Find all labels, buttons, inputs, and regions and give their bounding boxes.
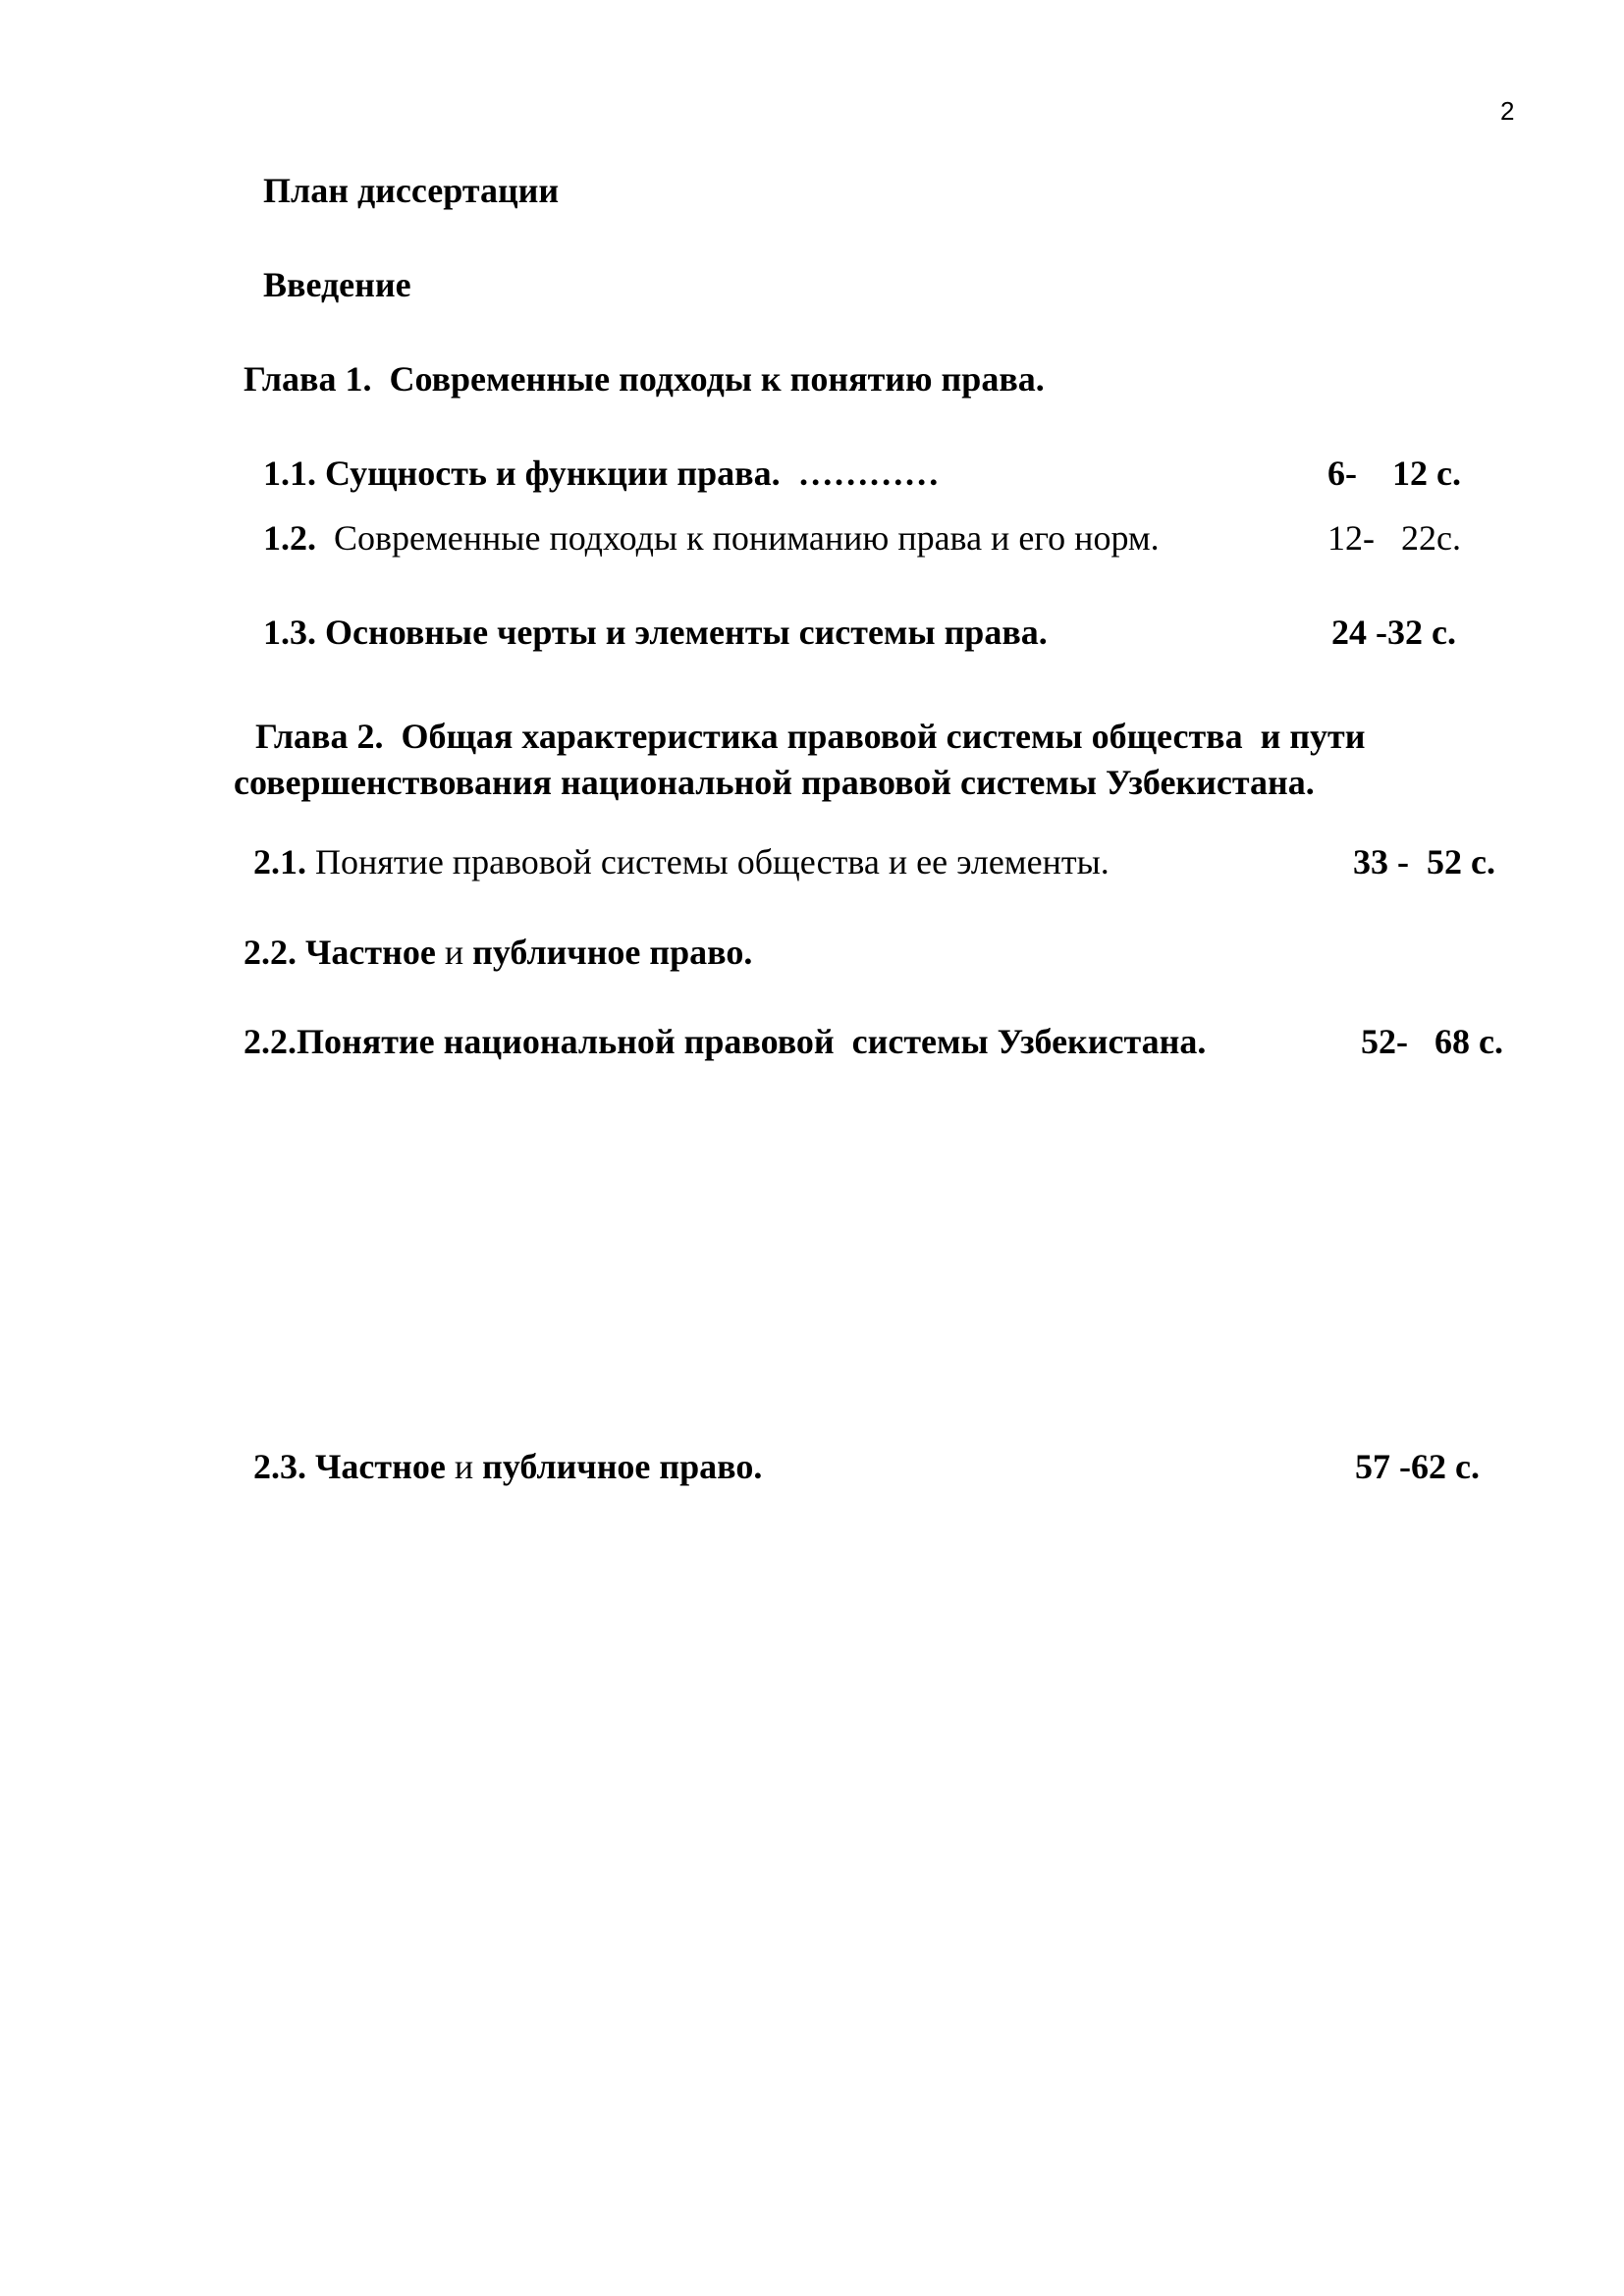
section-2-3-pages: 57 -62 с. bbox=[1355, 1447, 1480, 1486]
section-1-2-pages: 12- 22с. bbox=[1327, 518, 1461, 558]
section-2-1-pages: 33 - 52 с. bbox=[1353, 842, 1495, 881]
chapter-1-heading: Глава 1. Современные подходы к понятию права. bbox=[244, 359, 1045, 399]
section-title-part-2: публичное право. bbox=[472, 933, 753, 972]
section-title-part-2: публичное право. bbox=[482, 1447, 763, 1486]
section-number: 2.2. bbox=[244, 933, 297, 972]
section-title: Понятие правовой системы общества и ее элементы. bbox=[306, 842, 1110, 881]
section-number: 1.3. bbox=[263, 613, 316, 652]
document-title: План диссертации bbox=[263, 171, 560, 210]
section-2-1 bbox=[253, 844, 1110, 880]
section-1-1-pages: 6- 12 с. bbox=[1327, 454, 1461, 493]
section-title: Сущность и функции права. ………… bbox=[316, 454, 940, 493]
section-title: Понятие национальной правовой системы Узбекистана. bbox=[297, 1022, 1207, 1061]
section-title: Основные черты и элементы системы права. bbox=[316, 613, 1048, 652]
section-title: Современные подходы к пониманию права и его норм. bbox=[316, 518, 1160, 558]
section-number: 2.3. bbox=[253, 1447, 306, 1486]
section-number: 2.2. bbox=[244, 1022, 297, 1061]
section-2-2-pages: 52- 68 с. bbox=[1361, 1022, 1503, 1061]
section-number: 2.1. bbox=[253, 842, 306, 881]
page-number: 2 bbox=[1500, 96, 1515, 126]
section-2-2-national-system bbox=[244, 1024, 1206, 1059]
section-1-1 bbox=[263, 455, 940, 491]
section-title-part-1: Частное bbox=[306, 1447, 446, 1486]
section-title-conjunction: и bbox=[445, 1447, 483, 1486]
section-1-3 bbox=[263, 614, 1048, 650]
introduction-heading: Введение bbox=[263, 265, 411, 304]
section-title-conjunction: и bbox=[435, 933, 473, 972]
section-1-2 bbox=[263, 520, 1160, 556]
section-2-3 bbox=[253, 1449, 762, 1484]
section-number: 1.1. bbox=[263, 454, 316, 493]
chapter-2-heading-line-2: совершенствования национальной правовой системы Узбекистана. bbox=[234, 763, 1315, 802]
section-number: 1.2. bbox=[263, 518, 316, 558]
chapter-2-heading-line-1: Глава 2. Общая характеристика правовой системы общества и пути bbox=[255, 717, 1366, 756]
section-2-2-private-public bbox=[244, 934, 752, 970]
section-title-part-1: Частное bbox=[297, 933, 436, 972]
section-1-3-pages: 24 -32 с. bbox=[1331, 613, 1456, 652]
